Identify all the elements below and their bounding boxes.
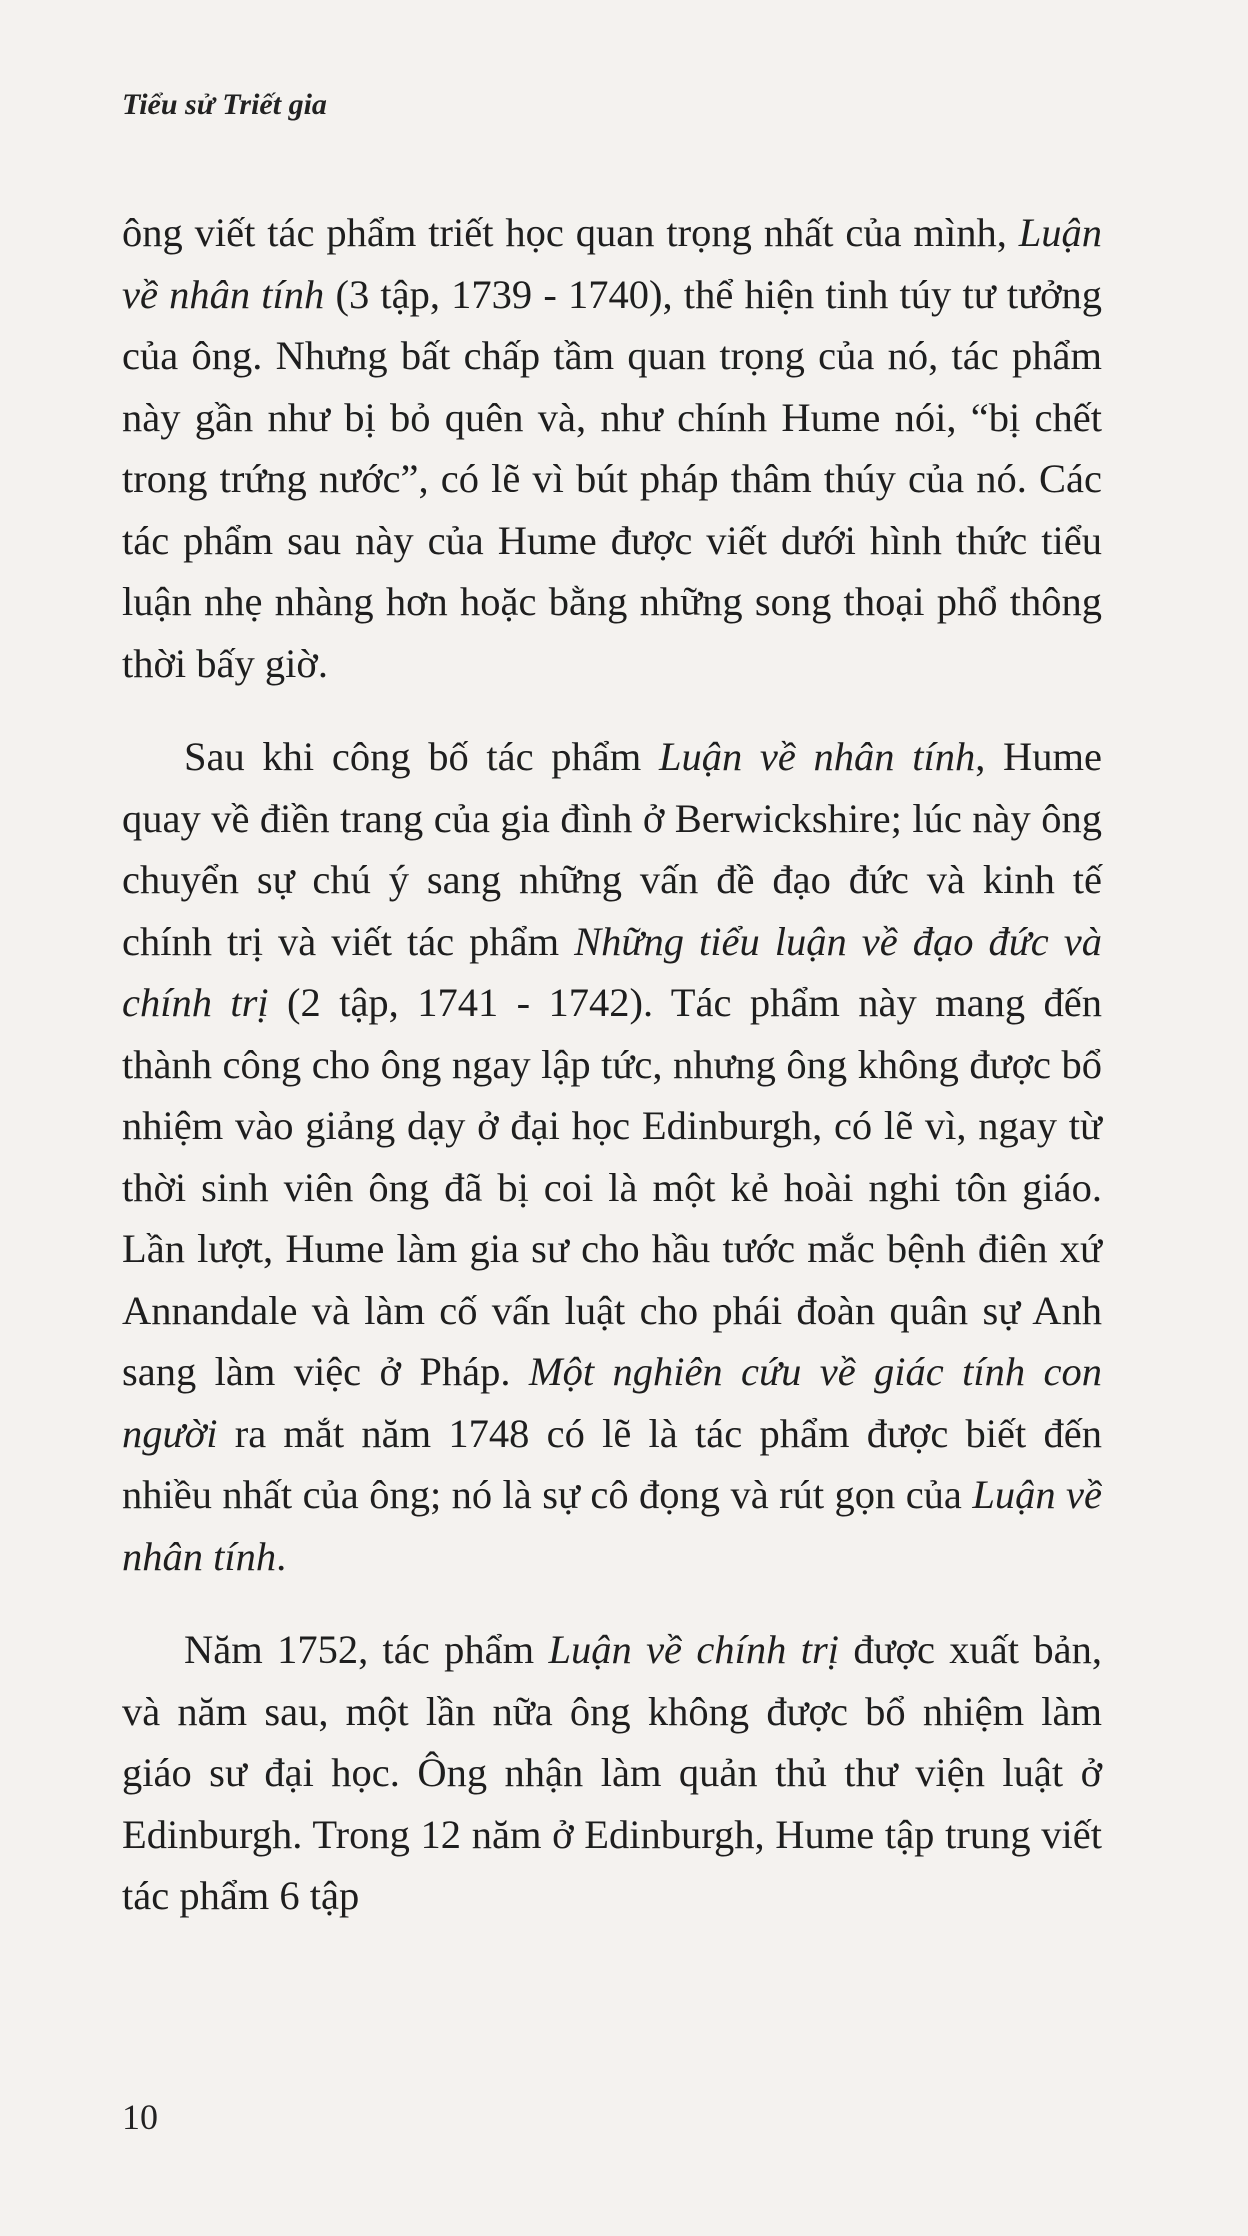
text-run: , Hume quay về điền trang của gia đình ở Berwickshire; lúc này ông chuyển sự chú ý sang những vấn đề đạo đức và kinh tế chính trị và viết tác phẩm <box>122 734 1102 964</box>
paragraph <box>122 726 1102 1587</box>
italic-title: Một nghiên cứu về giác tính con người <box>122 1349 1102 1456</box>
text-run: Sau khi công bố tác phẩm <box>184 734 659 779</box>
text-run: được xuất bản, và năm sau, một lần nữa ông không được bổ nhiệm làm giáo sư đại học. Ông nhận làm quản thủ thư viện luật ở Edinburgh. Trong 12 năm ở Edinburgh, Hume tập trung viết tác phẩm 6 tập <box>122 1627 1102 1918</box>
text-run: ra mắt năm 1748 có lẽ là tác phẩm được biết đến nhiều nhất của ông; nó là sự cô đọng và rút gọn của <box>122 1410 1102 1517</box>
text-run: . <box>276 1533 287 1579</box>
italic-title: Luận về nhân tính <box>122 210 1102 317</box>
paragraph <box>122 1619 1102 1927</box>
italic-title: Luận về chính trị <box>548 1627 839 1672</box>
text-run: (3 tập, 1739 - 1740), thể hiện tinh túy tư tưởng của ông. Nhưng bất chấp tầm quan trọng của nó, tác phẩm này gần như bị bỏ quên và, như chính Hume nói, “bị chết trong trứng nước”, có lẽ vì bút pháp thâm thúy của nó. Các tác phẩm sau này của Hume được viết dưới hình thức tiểu luận nhẹ nhàng hơn hoặc bằng những song thoại phổ thông thời bấy giờ. <box>122 271 1102 686</box>
italic-title: Luận về nhân tính <box>122 1472 1102 1579</box>
text-run: ông viết tác phẩm triết học quan trọng nhất của mình, <box>122 210 1019 255</box>
italic-title: Luận về nhân tính <box>658 734 976 779</box>
body-text <box>122 202 1102 1927</box>
page-number: 10 <box>122 2097 158 2137</box>
italic-title: Những tiểu luận về đạo đức và chính trị <box>122 918 1102 1025</box>
paragraph <box>122 202 1102 694</box>
text-run: Năm 1752, tác phẩm <box>184 1627 549 1672</box>
text-run: (2 tập, 1741 - 1742). Tác phẩm này mang đến thành công cho ông ngay lập tức, nhưng ông không được bổ nhiệm vào giảng dạy ở đại học Edinburgh, có lẽ vì, ngay từ thời sinh viên ông đã bị coi là một kẻ hoài nghi tôn giáo. Lần lượt, Hume làm gia sư cho hầu tước mắc bệnh điên xứ Annandale và làm cố vấn luật cho phái đoàn quân sự Anh sang làm việc ở Pháp. <box>122 980 1102 1394</box>
running-head: Tiểu sử Triết gia <box>122 88 327 121</box>
